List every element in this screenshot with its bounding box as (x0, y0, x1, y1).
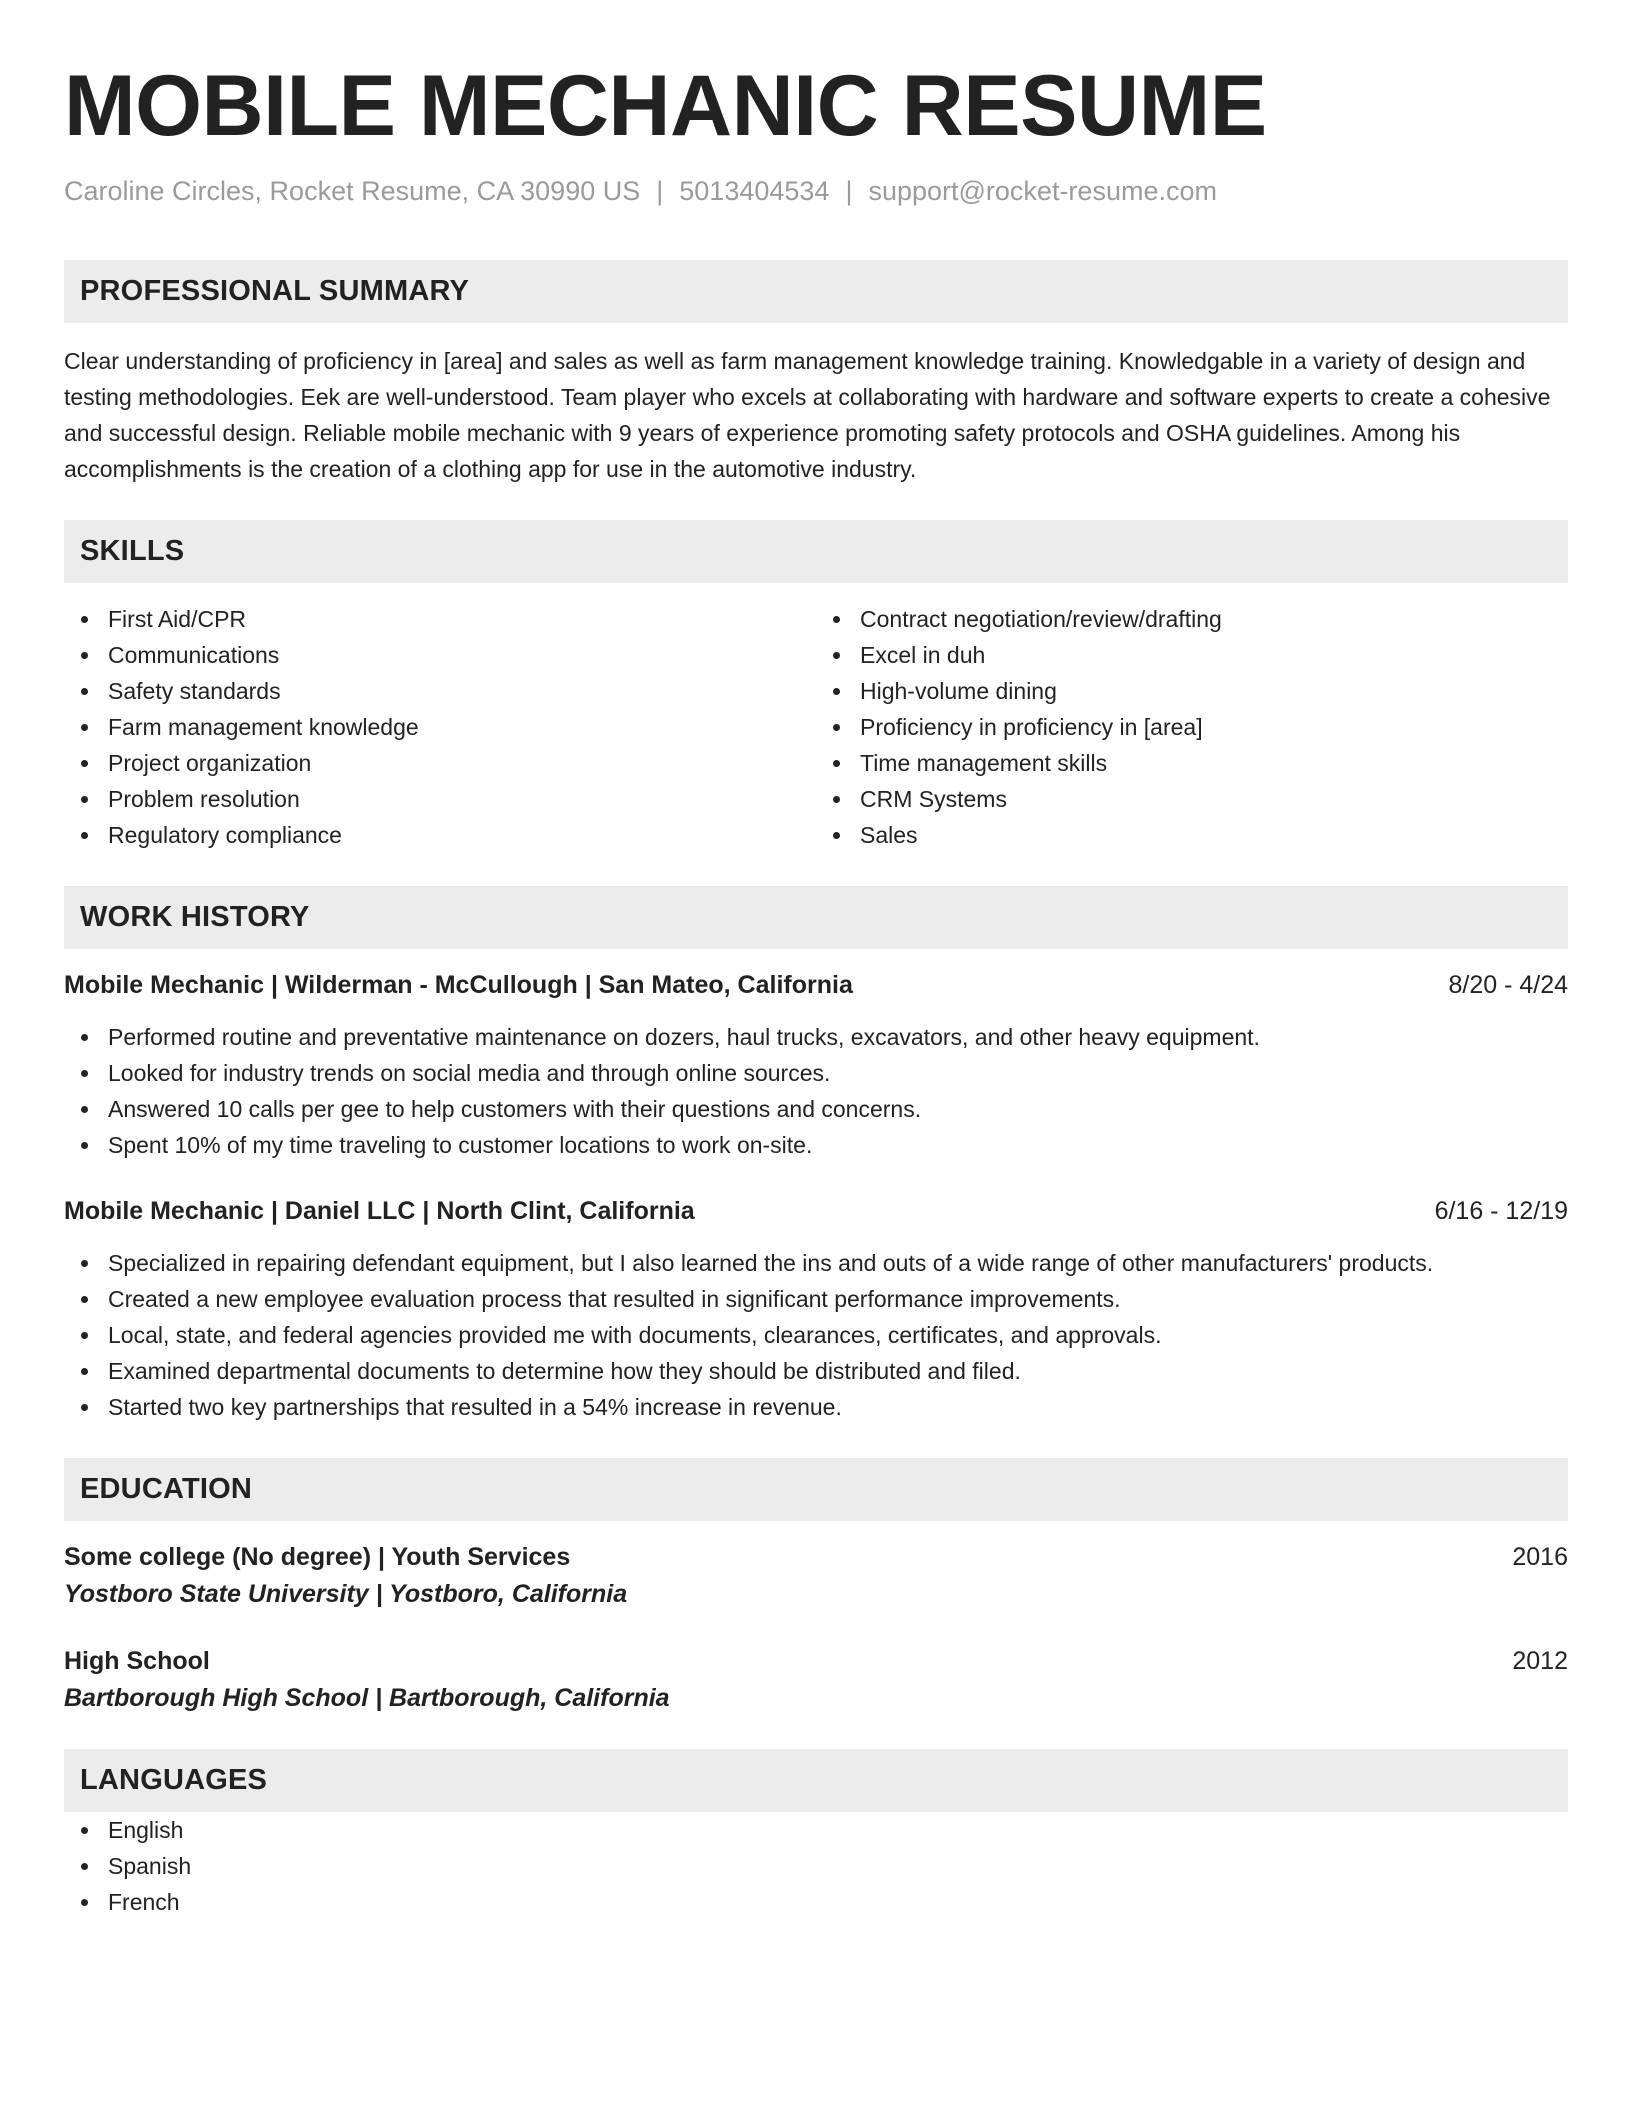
education-school: Bartborough High School | Bartborough, California (64, 1684, 670, 1712)
job-bullet: Started two key partnerships that resulted in a 54% increase in revenue. (64, 1389, 1568, 1425)
skills-heading: SKILLS (64, 520, 1568, 583)
languages-section (64, 1749, 1568, 1920)
languages-heading: LANGUAGES (64, 1749, 1568, 1812)
work-history-heading: WORK HISTORY (64, 886, 1568, 949)
job-bullet: Created a new employee evaluation process that resulted in significant performance improvements. (64, 1281, 1568, 1317)
education-header (64, 1643, 1568, 1679)
summary-section (64, 260, 1568, 487)
summary-heading: PROFESSIONAL SUMMARY (64, 260, 1568, 323)
job-dates: 6/16 - 12/19 (1434, 1197, 1568, 1225)
skill-item: Time management skills (816, 745, 1568, 781)
job-bullet: Performed routine and preventative maintenance on dozers, haul trucks, excavators, and other heavy equipment. (64, 1019, 1568, 1055)
education-year: 2012 (1512, 1647, 1568, 1675)
skills-list-right (816, 601, 1568, 853)
skills-list-left (64, 601, 816, 853)
job-header (64, 967, 1568, 1003)
skills-column-left (64, 601, 816, 853)
skill-item: Regulatory compliance (64, 817, 816, 853)
job-title: Mobile Mechanic | Wilderman - McCullough | San Mateo, California (64, 971, 853, 999)
education-entry (64, 1539, 1568, 1613)
language-item: French (64, 1884, 1568, 1920)
skills-grid (64, 601, 1568, 853)
skill-item: First Aid/CPR (64, 601, 816, 637)
education-entry (64, 1643, 1568, 1717)
job-title: Mobile Mechanic | Daniel LLC | North Clint, California (64, 1197, 695, 1225)
education-section (64, 1458, 1568, 1717)
language-item: English (64, 1812, 1568, 1848)
job-entry (64, 1193, 1568, 1425)
skill-item: CRM Systems (816, 781, 1568, 817)
contact-separator: | (845, 176, 853, 206)
skill-item: Communications (64, 637, 816, 673)
contact-line (64, 174, 1568, 208)
job-bullet: Local, state, and federal agencies provided me with documents, clearances, certificates, and approvals. (64, 1317, 1568, 1353)
skills-column-right (816, 601, 1568, 853)
skill-item: Proficiency in proficiency in [area] (816, 709, 1568, 745)
skill-item: Sales (816, 817, 1568, 853)
skill-item: Problem resolution (64, 781, 816, 817)
skills-section (64, 520, 1568, 853)
job-dates: 8/20 - 4/24 (1448, 971, 1568, 999)
job-bullets (64, 1245, 1568, 1425)
language-item: Spanish (64, 1848, 1568, 1884)
education-degree: High School (64, 1647, 210, 1675)
skill-item: High-volume dining (816, 673, 1568, 709)
job-header (64, 1193, 1568, 1229)
summary-text: Clear understanding of proficiency in [area] and sales as well as farm management knowledge training. Knowledgable in a variety of design and testing methodologies. Eek are well-understood. Team player who excels at collaborating with hardware and software experts to create a cohesive and successful design. Reliable mobile mechanic with 9 years of experience promoting safety protocols and OSHA guidelines. Among his accomplishments is the creation of a clothing app for use in the automotive industry. (64, 348, 1551, 482)
contact-separator: | (656, 176, 664, 206)
skill-item: Farm management knowledge (64, 709, 816, 745)
contact-phone: 5013404534 (679, 176, 830, 206)
education-school: Yostboro State University | Yostboro, California (64, 1580, 628, 1608)
skill-item: Contract negotiation/review/drafting (816, 601, 1568, 637)
job-bullet: Examined departmental documents to determine how they should be distributed and filed. (64, 1353, 1568, 1389)
job-bullet: Answered 10 calls per gee to help customers with their questions and concerns. (64, 1091, 1568, 1127)
job-bullets (64, 1019, 1568, 1163)
education-heading: EDUCATION (64, 1458, 1568, 1521)
work-history-section (64, 886, 1568, 1425)
contact-email: support@rocket-resume.com (868, 176, 1217, 206)
job-bullet: Spent 10% of my time traveling to customer locations to work on-site. (64, 1127, 1568, 1163)
contact-address: Caroline Circles, Rocket Resume, CA 30990 US (64, 176, 641, 206)
education-year: 2016 (1512, 1543, 1568, 1571)
education-header (64, 1539, 1568, 1575)
languages-list (64, 1812, 1568, 1920)
job-bullet: Looked for industry trends on social media and through online sources. (64, 1055, 1568, 1091)
skill-item: Project organization (64, 745, 816, 781)
job-entry (64, 967, 1568, 1163)
education-degree: Some college (No degree) | Youth Services (64, 1543, 571, 1571)
skill-item: Safety standards (64, 673, 816, 709)
skill-item: Excel in duh (816, 637, 1568, 673)
job-bullet: Specialized in repairing defendant equipment, but I also learned the ins and outs of a wide range of other manufacturers' products. (64, 1245, 1568, 1281)
resume-title: MOBILE MECHANIC RESUME (64, 58, 1267, 154)
